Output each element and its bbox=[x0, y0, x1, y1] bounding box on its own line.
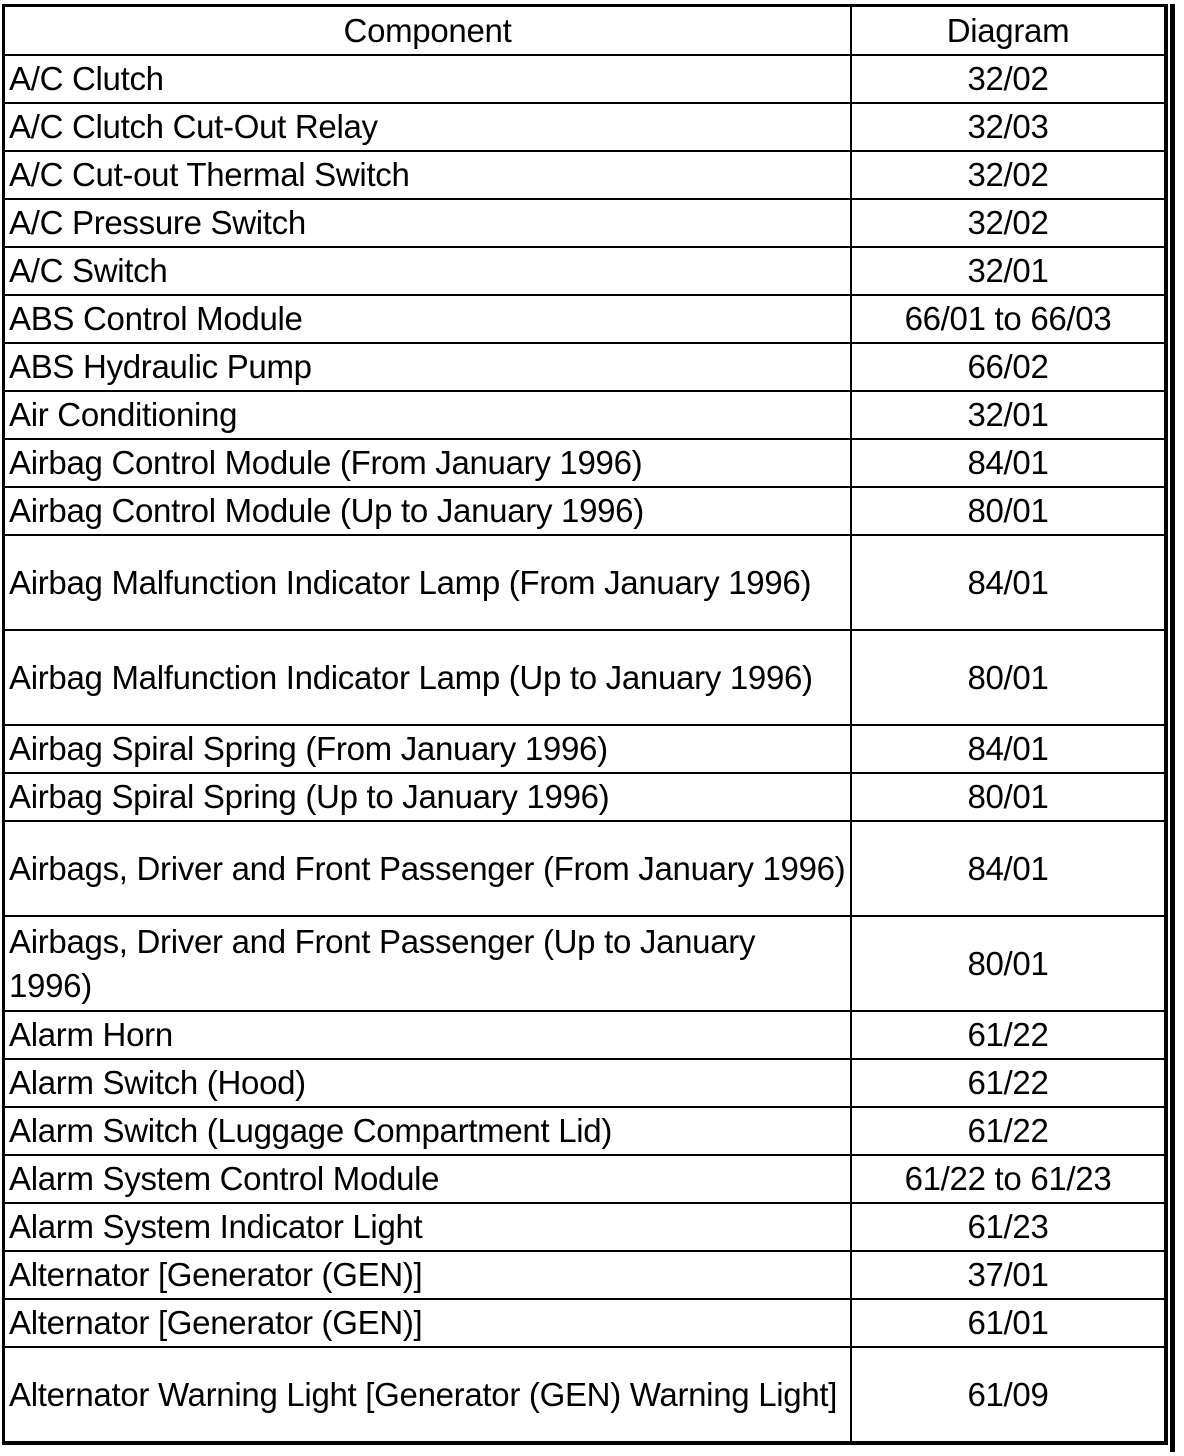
table-row bbox=[5, 821, 1164, 916]
component-cell: A/C Clutch bbox=[5, 55, 851, 103]
diagram-cell: 32/01 bbox=[851, 391, 1164, 439]
table-row bbox=[5, 1299, 1164, 1347]
table-row bbox=[5, 1059, 1164, 1107]
component-cell: Alternator [Generator (GEN)] bbox=[5, 1251, 851, 1299]
diagram-cell: 84/01 bbox=[851, 439, 1164, 487]
component-cell: Alarm System Control Module bbox=[5, 1155, 851, 1203]
diagram-cell: 84/01 bbox=[851, 725, 1164, 773]
table-row bbox=[5, 199, 1164, 247]
diagram-cell: 80/01 bbox=[851, 630, 1164, 725]
component-cell: ABS Control Module bbox=[5, 295, 851, 343]
component-diagram-table bbox=[5, 7, 1164, 1441]
diagram-cell: 80/01 bbox=[851, 487, 1164, 535]
table-row bbox=[5, 151, 1164, 199]
diagram-cell: 32/01 bbox=[851, 247, 1164, 295]
table-row bbox=[5, 725, 1164, 773]
diagram-cell: 61/22 bbox=[851, 1059, 1164, 1107]
component-cell: A/C Clutch Cut-Out Relay bbox=[5, 103, 851, 151]
diagram-cell: 32/02 bbox=[851, 55, 1164, 103]
table-row bbox=[5, 487, 1164, 535]
component-cell: Alarm Switch (Luggage Compartment Lid) bbox=[5, 1107, 851, 1155]
table-row bbox=[5, 1011, 1164, 1059]
diagram-cell: 84/01 bbox=[851, 535, 1164, 630]
component-cell: Airbags, Driver and Front Passenger (From January 1996) bbox=[5, 821, 851, 916]
table-header-row bbox=[5, 7, 1164, 55]
diagram-cell: 61/22 bbox=[851, 1107, 1164, 1155]
diagram-cell: 61/01 bbox=[851, 1299, 1164, 1347]
table-row bbox=[5, 343, 1164, 391]
diagram-cell: 61/09 bbox=[851, 1347, 1164, 1441]
component-cell: Airbags, Driver and Front Passenger (Up to January 1996) bbox=[5, 916, 851, 1011]
component-cell: Alarm System Indicator Light bbox=[5, 1203, 851, 1251]
table-row bbox=[5, 1251, 1164, 1299]
component-cell: Airbag Malfunction Indicator Lamp (From January 1996) bbox=[5, 535, 851, 630]
component-cell: Air Conditioning bbox=[5, 391, 851, 439]
component-cell: Alternator Warning Light [Generator (GEN) Warning Light] bbox=[5, 1347, 851, 1441]
column-header-component: Component bbox=[5, 7, 851, 55]
component-cell: A/C Pressure Switch bbox=[5, 199, 851, 247]
component-diagram-table-frame bbox=[2, 4, 1168, 1445]
component-cell: Airbag Malfunction Indicator Lamp (Up to January 1996) bbox=[5, 630, 851, 725]
table-row bbox=[5, 773, 1164, 821]
diagram-cell: 32/02 bbox=[851, 199, 1164, 247]
component-cell: A/C Switch bbox=[5, 247, 851, 295]
component-cell: Alarm Switch (Hood) bbox=[5, 1059, 851, 1107]
diagram-cell: 66/01 to 66/03 bbox=[851, 295, 1164, 343]
diagram-cell: 37/01 bbox=[851, 1251, 1164, 1299]
diagram-cell: 32/02 bbox=[851, 151, 1164, 199]
table-row bbox=[5, 103, 1164, 151]
diagram-cell: 84/01 bbox=[851, 821, 1164, 916]
table-row bbox=[5, 55, 1164, 103]
component-cell: Airbag Control Module (Up to January 1996) bbox=[5, 487, 851, 535]
table-row bbox=[5, 391, 1164, 439]
component-cell: ABS Hydraulic Pump bbox=[5, 343, 851, 391]
diagram-cell: 66/02 bbox=[851, 343, 1164, 391]
table-row bbox=[5, 535, 1164, 630]
diagram-cell: 32/03 bbox=[851, 103, 1164, 151]
table-row bbox=[5, 247, 1164, 295]
component-cell: Alternator [Generator (GEN)] bbox=[5, 1299, 851, 1347]
column-header-diagram: Diagram bbox=[851, 7, 1164, 55]
diagram-cell: 61/22 to 61/23 bbox=[851, 1155, 1164, 1203]
table-row bbox=[5, 1107, 1164, 1155]
table-row bbox=[5, 916, 1164, 1011]
table-row bbox=[5, 295, 1164, 343]
table-row bbox=[5, 630, 1164, 725]
component-cell: A/C Cut-out Thermal Switch bbox=[5, 151, 851, 199]
component-cell: Airbag Control Module (From January 1996) bbox=[5, 439, 851, 487]
diagram-cell: 61/22 bbox=[851, 1011, 1164, 1059]
table-row bbox=[5, 1155, 1164, 1203]
component-cell: Airbag Spiral Spring (From January 1996) bbox=[5, 725, 851, 773]
component-cell: Airbag Spiral Spring (Up to January 1996) bbox=[5, 773, 851, 821]
table-row bbox=[5, 1347, 1164, 1441]
table-row bbox=[5, 1203, 1164, 1251]
component-cell: Alarm Horn bbox=[5, 1011, 851, 1059]
diagram-cell: 61/23 bbox=[851, 1203, 1164, 1251]
table-right-edge-shadow bbox=[1170, 4, 1175, 1452]
table-row bbox=[5, 439, 1164, 487]
diagram-cell: 80/01 bbox=[851, 773, 1164, 821]
diagram-cell: 80/01 bbox=[851, 916, 1164, 1011]
